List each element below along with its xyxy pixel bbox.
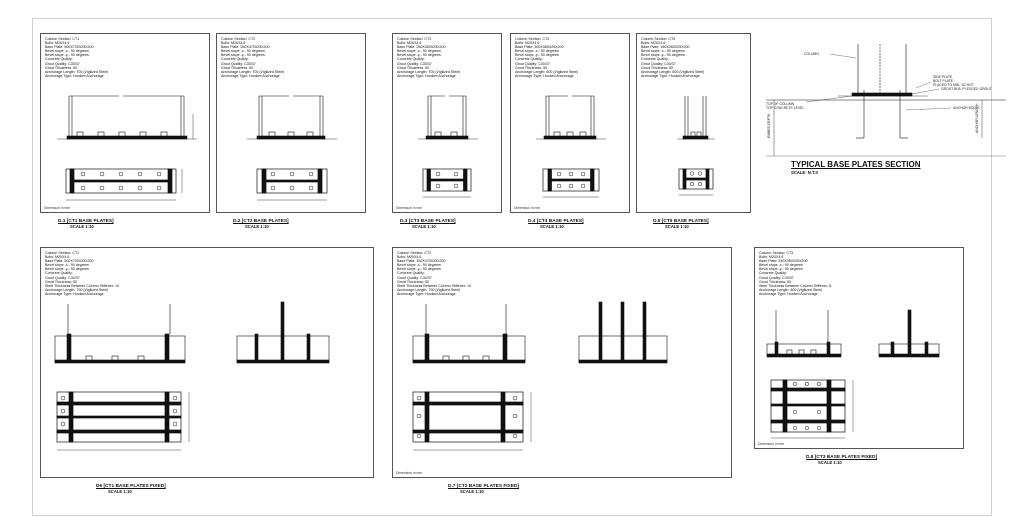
detail-caption bbox=[528, 219, 584, 229]
plan-view bbox=[679, 169, 713, 195]
bolt-heads bbox=[787, 350, 816, 354]
detail-scale: SCALE 1:10 bbox=[460, 489, 484, 494]
info-line: Anchorage Length: 600 (Vigilized Steel) bbox=[641, 69, 705, 74]
base-plate-drawing bbox=[41, 248, 375, 479]
info-line: Bevel slope -x-: 90 degrees bbox=[45, 49, 89, 54]
detail-caption bbox=[233, 219, 289, 229]
info-line: Bevel slope -y-: 90 degrees bbox=[45, 267, 89, 272]
info-line: Grout Thickness: 50 bbox=[759, 279, 792, 284]
base-plate-drawing bbox=[217, 34, 367, 214]
info-line: Grout Quality: C30/37 bbox=[641, 61, 676, 66]
info-line: Bevel slope -y-: 90 degrees bbox=[515, 53, 559, 58]
detail-title: D.7 [CT2 BASE PLATES FIXED] bbox=[448, 484, 520, 489]
base-plate-drawing bbox=[393, 34, 503, 214]
info-line: Concrete Quality: bbox=[45, 271, 73, 276]
anchor-bolts-plan bbox=[61, 396, 177, 426]
info-line: Column Section: CT1 bbox=[45, 37, 80, 41]
info-line: Anchorage Type: Hooked Anchorage bbox=[641, 73, 700, 78]
info-line: Base Plate: 300X360X25X200 bbox=[515, 45, 564, 50]
info-line: Grout Quality: C30/37 bbox=[515, 61, 550, 66]
typical-section-scale: SCALE: N.T.S bbox=[791, 170, 818, 175]
info-line: Anchorage Type: Hooked Anchorage bbox=[45, 291, 104, 296]
plan-view bbox=[771, 380, 853, 438]
info-line: Concrete Quality: bbox=[45, 57, 73, 62]
label-embed-depth: EMBED DEPTH bbox=[767, 113, 771, 138]
info-line: Column Section: CT3 bbox=[397, 37, 432, 41]
label-grout: GROUT BLB. PLEDGED GROUT bbox=[941, 87, 992, 91]
base-plate-drawing bbox=[511, 34, 631, 214]
detail-title: D.1 [CT1 BASE PLATES] bbox=[58, 219, 114, 224]
panel-d8 bbox=[754, 247, 964, 449]
info-line: Base Plate: 500X700X25X200 bbox=[45, 45, 94, 50]
panel-d2 bbox=[216, 33, 366, 213]
base-plate bbox=[852, 93, 912, 96]
info-line: Base Plate: 180X260X25X200 bbox=[641, 45, 690, 50]
dimension-note: Dimension in mm bbox=[44, 206, 71, 210]
info-line: Grout Quality: C30/37 bbox=[397, 61, 432, 66]
leader-line bbox=[906, 108, 951, 110]
bolt-heads bbox=[691, 132, 701, 136]
info-line: Bevel slope -x-: 90 degrees bbox=[397, 49, 441, 54]
info-line: Grout Thickness: 50 bbox=[45, 279, 78, 284]
panel-d6 bbox=[40, 247, 374, 478]
dimension-note: Dimension in mm bbox=[396, 206, 423, 210]
detail-title: D.3 [CT3 BASE PLATES] bbox=[400, 219, 456, 224]
info-line: Bevel slope -x-: 90 degrees bbox=[759, 263, 803, 268]
label-anchor-bolts: ANCHOR BOLTS bbox=[953, 106, 980, 110]
info-line: Bevel slope -x-: 90 degrees bbox=[221, 49, 265, 54]
dimension-note: Dimension in mm bbox=[514, 206, 541, 210]
bolt-heads bbox=[86, 356, 144, 360]
dimension-note: Dimension in mm bbox=[758, 442, 785, 446]
info-line: Column Section: CT1 bbox=[45, 251, 80, 255]
label-anchor-length: ANCHOR LENGTH bbox=[975, 103, 979, 133]
typical-base-plate-section bbox=[756, 38, 1016, 168]
info-line: Concrete Quality: bbox=[515, 57, 543, 62]
base-plate-drawing bbox=[755, 248, 965, 450]
elevation-view bbox=[413, 304, 525, 363]
label-column: COLUMN bbox=[804, 52, 819, 56]
info-line: Concrete Quality: bbox=[397, 57, 425, 62]
info-line: Bevel slope -y-: 90 degrees bbox=[397, 267, 441, 272]
typical-section-title: TYPICAL BASE PLATES SECTION bbox=[791, 160, 921, 169]
info-line: Bolts: M20X4.6 bbox=[515, 41, 540, 46]
panel-d3 bbox=[392, 33, 502, 213]
info-line: Grout Thickness: 50 bbox=[221, 65, 254, 70]
info-line: Anchorage Type: Hooked Anchorage bbox=[397, 73, 456, 78]
leader-line bbox=[916, 82, 931, 88]
info-line: Bolts: M20X4.6 bbox=[641, 41, 666, 46]
elevation-view bbox=[55, 304, 185, 363]
info-line: Grout Quality: C30/37 bbox=[45, 275, 80, 280]
detail-caption bbox=[96, 484, 166, 494]
info-line: Bevel slope -x-: 90 degrees bbox=[397, 263, 441, 268]
detail-scale: SCALE 1:10 bbox=[245, 224, 269, 229]
plan-view bbox=[413, 392, 531, 450]
info-line: Column Section: CT5 bbox=[641, 37, 676, 41]
detail-title: D.4 [CT4 BASE PLATES] bbox=[528, 219, 584, 224]
detail-title: D.8 [CT3 BASE PLATES FIXED] bbox=[806, 455, 878, 460]
info-line: Anchorage Length: 700 (Vigilized Steel) bbox=[221, 69, 285, 74]
detail-scale: SCALE 1:10 bbox=[665, 224, 689, 229]
info-line: Concrete Quality: bbox=[397, 271, 425, 276]
label-side-plate-3: PLACED TO MIN. 1/2 HGT bbox=[933, 83, 974, 87]
label-top-of-column: TOP OF COLUMN bbox=[766, 102, 795, 106]
info-line: Grout Thickness: 50 bbox=[641, 65, 674, 70]
label-side-plate: SIDE PLATE bbox=[933, 75, 953, 79]
detail-title: D.5 [CT5 BASE PLATES] bbox=[653, 219, 709, 224]
detail-title: D.2 [CT2 BASE PLATES] bbox=[233, 219, 289, 224]
detail-caption bbox=[653, 219, 709, 229]
info-line: Bolts: M20X4.6 bbox=[45, 41, 70, 46]
info-line: Anchorage Type: Hooked Anchorage bbox=[221, 73, 280, 78]
detail-scale: SCALE 1:10 bbox=[108, 489, 132, 494]
side-elevation-view bbox=[237, 302, 329, 363]
info-line: Grout Thickness: 50 bbox=[45, 65, 78, 70]
base-plate-drawing bbox=[41, 34, 211, 214]
info-line: Column Section: CT4 bbox=[515, 37, 550, 41]
info-line: Steel Thickness Between Column Stiffener: 10 bbox=[397, 283, 471, 288]
detail-caption bbox=[400, 219, 456, 229]
panel-d1 bbox=[40, 33, 210, 213]
panel-d7 bbox=[392, 247, 732, 478]
dimension-note: Dimension in mm bbox=[396, 471, 423, 475]
info-line: Grout Quality: C30/37 bbox=[45, 61, 80, 66]
info-line: Steel Thickness Between Column Stiffener: 8 bbox=[759, 283, 831, 288]
info-line: Bevel slope -y-: 90 degrees bbox=[397, 53, 441, 58]
plan-view bbox=[423, 169, 471, 197]
info-line: Grout Thickness: 50 bbox=[515, 65, 548, 70]
label-side-plate-2: BOLT PLATE bbox=[933, 79, 953, 83]
info-line: Concrete Quality: bbox=[759, 271, 787, 276]
info-line: Anchorage Length: 700 (Vigilized Steel) bbox=[45, 69, 109, 74]
info-line: Concrete Quality: bbox=[221, 57, 249, 62]
panel-d4 bbox=[510, 33, 630, 213]
panel-d5 bbox=[636, 33, 751, 213]
detail-scale: SCALE 1:10 bbox=[540, 224, 564, 229]
info-line: Bolts: M20X4.6 bbox=[397, 41, 422, 46]
info-line: Grout Quality: C30/37 bbox=[759, 275, 794, 280]
info-line: Anchorage Length: 700 (Vigilized Steel) bbox=[45, 287, 109, 292]
info-line: Bevel slope -y-: 90 degrees bbox=[641, 53, 685, 58]
info-line: Column Section: CT2 bbox=[397, 251, 432, 255]
bolt-heads bbox=[77, 132, 167, 136]
info-line: Grout Thickness: 50 bbox=[397, 279, 430, 284]
info-line: Anchorage Length: 600 (Vigilized Steel) bbox=[759, 287, 823, 292]
info-line: Anchorage Type: Hooked Anchorage bbox=[759, 291, 818, 296]
info-line: Concrete Quality: bbox=[641, 57, 669, 62]
info-line: Bevel slope -y-: 90 degrees bbox=[221, 53, 265, 58]
detail-caption bbox=[448, 484, 519, 494]
info-line: Bevel slope -x-: 90 degrees bbox=[641, 49, 685, 54]
detail-caption bbox=[806, 455, 877, 465]
side-elevation-view bbox=[879, 310, 939, 357]
bolt-heads bbox=[554, 132, 586, 136]
detail-caption bbox=[58, 219, 114, 229]
bolt-heads bbox=[435, 132, 457, 136]
info-line: Anchorage Type: Hooked Anchorage bbox=[397, 291, 456, 296]
bolt-heads bbox=[443, 356, 489, 360]
leader-line bbox=[806, 96, 852, 102]
info-line: Bolts: M20X4.6 bbox=[45, 255, 70, 260]
detail-scale: SCALE 1:10 bbox=[818, 460, 842, 465]
info-line: Anchorage Length: 600 (Vigilized Steel) bbox=[515, 69, 579, 74]
detail-scale: SCALE 1:10 bbox=[412, 224, 436, 229]
info-line: Anchorage Type: Hooked Anchorage bbox=[515, 73, 574, 78]
info-line: Base Plate: 250X360X25X200 bbox=[397, 45, 446, 50]
info-line: Bevel slope -x-: 90 degrees bbox=[515, 49, 559, 54]
info-line: Anchorage Length: 700 (Vigilized Steel) bbox=[397, 287, 461, 292]
info-line: Grout Quality: C30/37 bbox=[221, 61, 256, 66]
info-line: Grout Quality: C30/37 bbox=[397, 275, 432, 280]
info-line: Base Plate: 500X700X25X200 bbox=[45, 259, 94, 264]
bolt-heads bbox=[269, 132, 313, 136]
detail-title: D6 [CT1 BASE PLATES FIXED] bbox=[96, 484, 166, 489]
elevation-view bbox=[418, 96, 478, 139]
info-line: Anchorage Type: Hooked Anchorage bbox=[45, 73, 104, 78]
elevation-view bbox=[677, 96, 715, 139]
info-line: Bolts: M20X4.6 bbox=[759, 255, 784, 260]
info-line: Bevel slope -y-: 90 degrees bbox=[45, 53, 89, 58]
base-plate-drawing bbox=[637, 34, 752, 214]
base-plate-drawing bbox=[393, 248, 733, 479]
info-line: Grout Thickness: 50 bbox=[397, 65, 430, 70]
label-top-concrete: TOP CONCRETE LEVEL bbox=[766, 106, 805, 110]
info-line: Base Plate: 350X470X25X200 bbox=[221, 45, 270, 50]
leader-line bbox=[830, 54, 856, 58]
side-elevation-view bbox=[579, 302, 667, 363]
detail-scale: SCALE 1:10 bbox=[70, 224, 94, 229]
info-line: Base Plate: 250X360X25X200 bbox=[759, 259, 808, 264]
info-line: Bevel slope -y-: 90 degrees bbox=[759, 267, 803, 272]
leader-line bbox=[912, 89, 939, 94]
info-line: Anchorage Length: 700 (Vigilized Steel) bbox=[397, 69, 461, 74]
info-line: Base Plate: 350X470X25X200 bbox=[397, 259, 446, 264]
info-line: Bolts: M20X4.6 bbox=[221, 41, 246, 46]
info-line: Bevel slope -x-: 90 degrees bbox=[45, 263, 89, 268]
info-line: Column Section: CT2 bbox=[221, 37, 256, 41]
info-line: Column Section: CT3 bbox=[759, 251, 794, 255]
info-line: Bolts: M20X4.6 bbox=[397, 255, 422, 260]
info-line: Steel Thickness Between Column Stiffener: 10 bbox=[45, 283, 119, 288]
plan-view bbox=[57, 392, 189, 450]
